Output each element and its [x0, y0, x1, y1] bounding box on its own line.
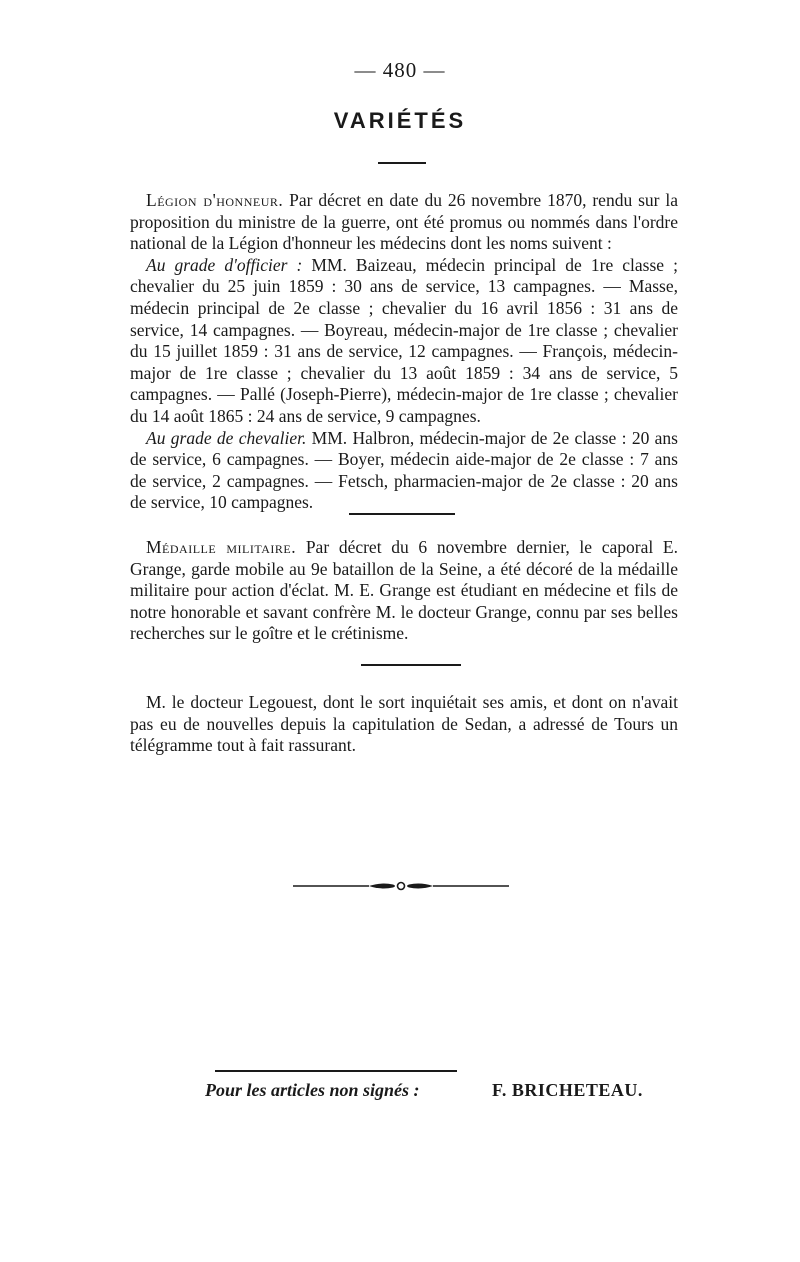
chevalier-paragraph — [130, 428, 678, 514]
legion-intro-paragraph — [130, 190, 678, 255]
legion-intro: Par décret en date du 26 novembre 1870, rendu sur la proposition du ministre de la guerre, ont été promus ou nommés dans l'ordre national de la Légion d'honneur les médecins dont les noms suivent : — [130, 190, 678, 254]
officier-paragraph — [130, 255, 678, 428]
legouest-section — [130, 692, 678, 757]
medaille-text: Par décret du 6 novembre dernier, le caporal E. Grange, garde mobile au 9e bataillon de la Seine, a été décoré de la médaille militaire pour action d'éclat. M. E. Grange est étudiant en médecine et fils de notre honorable et savant confrère M. le docteur Grange, connu par ses belles recherches sur le goître et le crétinisme. — [130, 537, 678, 644]
chevalier-text: MM. Halbron, médecin-major de 2e classe : 20 ans de service, 6 campagnes. — Boyer, médecin aide-major de 2e classe : 7 ans de service, 2 campagnes. — Fetsch, pharmacien-major de 2e classe : 20 ans de service, 10 campagnes. — [130, 427, 678, 513]
signature-name: F. BRICHETEAU. — [492, 1080, 643, 1100]
legion-section — [130, 190, 678, 514]
legion-heading: Légion d'honneur. — [146, 190, 284, 210]
officier-text: MM. Baizeau, médecin principal de 1re classe ; chevalier du 25 juin 1859 : 30 ans de service, 13 campagnes. — Masse, médecin principal de 2e classe ; chevalier du 16 avril 1856 : 31 ans de service, 14 campagnes. — Boyreau, médecin-major de 1re classe ; chevalier du 15 juillet 1859 : 31 ans de service, 12 campagnes. — François, médecin-major de 1re classe ; chevalier du 13 août 1859 : 34 ans de service, 5 campagnes. — Pallé (Joseph-Pierre), médecin-major de 1re classe ; chevalier du 14 août 1865 : 24 ans de service, 9 campagnes. — [130, 254, 678, 426]
signature-rule — [215, 1070, 457, 1072]
section-title: VARIÉTÉS — [333, 108, 467, 133]
section-divider-1 — [349, 513, 455, 515]
medaille-heading: Médaille militaire. — [146, 537, 297, 557]
medaille-section — [130, 537, 678, 645]
legouest-paragraph: M. le docteur Legouest, dont le sort inquiétait ses amis, et dont on n'avait pas eu de nouvelles depuis la capitulation de Sedan, a adressé de Tours un télégramme tout à fait rassurant. — [130, 692, 678, 756]
ornament-divider — [293, 878, 509, 894]
chevalier-label: Au grade de chevalier. — [146, 427, 307, 448]
signature-label: Pour les articles non signés : — [205, 1080, 420, 1100]
medaille-paragraph — [130, 537, 678, 645]
title-rule — [378, 162, 426, 164]
page-number: — 480 — — [354, 58, 446, 82]
officier-label: Au grade d'officier : — [146, 254, 303, 275]
section-divider-2 — [361, 664, 461, 666]
